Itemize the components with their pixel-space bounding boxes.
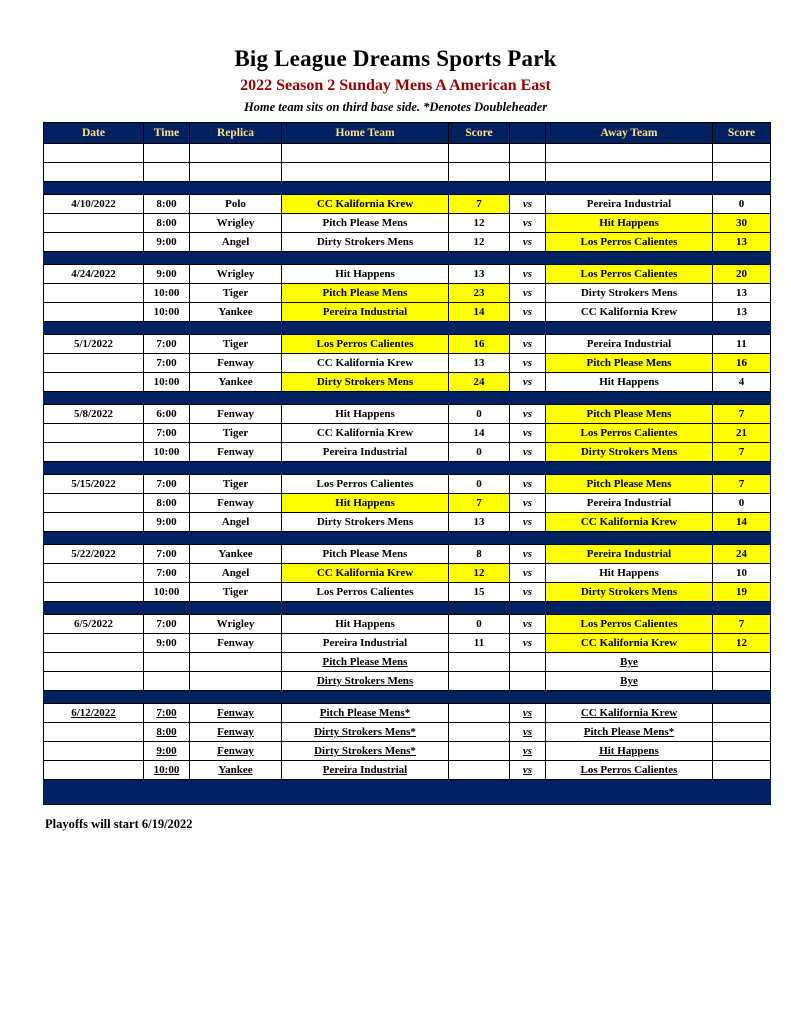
home-team-cell: Hit Happens <box>282 405 449 424</box>
time-cell: 9:00 <box>144 634 190 653</box>
home-score-cell: 0 <box>449 475 510 494</box>
empty-cell <box>713 144 771 163</box>
empty-cell <box>713 163 771 182</box>
time-cell: 10:00 <box>144 443 190 462</box>
home-score-cell: 0 <box>449 615 510 634</box>
replica-cell: Wrigley <box>190 615 282 634</box>
game-row <box>44 195 771 214</box>
away-team-cell: Bye <box>546 653 713 672</box>
date-cell <box>44 424 144 443</box>
date-cell: 5/1/2022 <box>44 335 144 354</box>
away-team-cell: CC Kalifornia Krew <box>546 704 713 723</box>
home-score-cell <box>449 723 510 742</box>
home-team-cell: Hit Happens <box>282 494 449 513</box>
game-row <box>44 284 771 303</box>
replica-cell: Yankee <box>190 373 282 392</box>
vs-cell: vs <box>510 424 546 443</box>
replica-cell: Yankee <box>190 303 282 322</box>
away-team-cell: Hit Happens <box>546 742 713 761</box>
separator-bar <box>44 322 771 335</box>
home-score-cell: 14 <box>449 424 510 443</box>
separator-bar <box>44 182 771 195</box>
empty-cell <box>144 144 190 163</box>
game-row <box>44 742 771 761</box>
away-team-cell: Los Perros Calientes <box>546 265 713 284</box>
date-cell <box>44 303 144 322</box>
replica-cell: Fenway <box>190 443 282 462</box>
time-cell: 6:00 <box>144 405 190 424</box>
date-cell <box>44 513 144 532</box>
time-cell: 8:00 <box>144 195 190 214</box>
date-cell <box>44 564 144 583</box>
game-row <box>44 615 771 634</box>
home-score-cell: 11 <box>449 634 510 653</box>
time-cell: 8:00 <box>144 494 190 513</box>
game-row <box>44 634 771 653</box>
replica-cell: Yankee <box>190 761 282 780</box>
away-score-cell: 12 <box>713 634 771 653</box>
date-cell: 5/15/2022 <box>44 475 144 494</box>
home-team-cell: Dirty Strokers Mens* <box>282 723 449 742</box>
away-team-cell: CC Kalifornia Krew <box>546 634 713 653</box>
time-cell: 7:00 <box>144 354 190 373</box>
home-score-cell: 15 <box>449 583 510 602</box>
away-team-cell: Hit Happens <box>546 564 713 583</box>
date-cell: 4/10/2022 <box>44 195 144 214</box>
date-cell <box>44 214 144 233</box>
page-subtitle: 2022 Season 2 Sunday Mens A American East <box>240 77 551 94</box>
replica-cell <box>190 672 282 691</box>
vs-cell <box>510 653 546 672</box>
empty-cell <box>510 163 546 182</box>
home-team-cell: Hit Happens <box>282 615 449 634</box>
game-row <box>44 265 771 284</box>
empty-cell <box>546 144 713 163</box>
header-row <box>44 123 771 144</box>
replica-cell: Fenway <box>190 634 282 653</box>
away-team-cell: Los Perros Calientes <box>546 233 713 252</box>
date-cell <box>44 742 144 761</box>
vs-cell: vs <box>510 545 546 564</box>
home-team-cell: Pitch Please Mens <box>282 284 449 303</box>
game-row <box>44 653 771 672</box>
vs-cell: vs <box>510 284 546 303</box>
column-header-2: Replica <box>190 123 282 144</box>
game-row <box>44 583 771 602</box>
home-team-cell: Pereira Industrial <box>282 761 449 780</box>
home-team-cell: Pereira Industrial <box>282 303 449 322</box>
vs-cell: vs <box>510 615 546 634</box>
date-cell <box>44 583 144 602</box>
column-header-7: Score <box>713 123 771 144</box>
away-score-cell: 7 <box>713 615 771 634</box>
away-score-cell: 20 <box>713 265 771 284</box>
time-cell: 7:00 <box>144 545 190 564</box>
replica-cell: Tiger <box>190 424 282 443</box>
game-row <box>44 704 771 723</box>
home-score-cell: 0 <box>449 443 510 462</box>
game-row <box>44 672 771 691</box>
away-team-cell: CC Kalifornia Krew <box>546 513 713 532</box>
home-score-cell: 7 <box>449 195 510 214</box>
date-cell <box>44 443 144 462</box>
replica-cell: Polo <box>190 195 282 214</box>
date-cell <box>44 723 144 742</box>
date-cell <box>44 494 144 513</box>
home-score-cell: 7 <box>449 494 510 513</box>
vs-cell: vs <box>510 723 546 742</box>
empty-row <box>44 163 771 182</box>
home-score-cell: 12 <box>449 564 510 583</box>
separator-row <box>44 602 771 615</box>
home-team-cell: Pitch Please Mens <box>282 545 449 564</box>
replica-cell: Tiger <box>190 335 282 354</box>
empty-cell <box>144 163 190 182</box>
away-team-cell: Pereira Industrial <box>546 335 713 354</box>
empty-cell <box>510 144 546 163</box>
time-cell: 7:00 <box>144 475 190 494</box>
vs-cell: vs <box>510 443 546 462</box>
replica-cell: Wrigley <box>190 214 282 233</box>
separator-row <box>44 182 771 195</box>
separator-row <box>44 691 771 704</box>
game-row <box>44 513 771 532</box>
home-team-cell: Dirty Strokers Mens <box>282 373 449 392</box>
time-cell: 7:00 <box>144 335 190 354</box>
replica-cell <box>190 653 282 672</box>
game-row <box>44 373 771 392</box>
vs-cell: vs <box>510 195 546 214</box>
time-cell: 10:00 <box>144 761 190 780</box>
time-cell: 9:00 <box>144 233 190 252</box>
home-score-cell: 13 <box>449 513 510 532</box>
replica-cell: Tiger <box>190 475 282 494</box>
date-cell <box>44 672 144 691</box>
away-team-cell: Los Perros Calientes <box>546 761 713 780</box>
game-row <box>44 494 771 513</box>
schedule-body <box>44 144 771 805</box>
vs-cell: vs <box>510 564 546 583</box>
vs-cell: vs <box>510 373 546 392</box>
away-score-cell <box>713 742 771 761</box>
vs-cell: vs <box>510 704 546 723</box>
page-title: Big League Dreams Sports Park <box>234 46 557 71</box>
away-score-cell <box>713 653 771 672</box>
game-row <box>44 424 771 443</box>
away-score-cell: 13 <box>713 284 771 303</box>
game-row <box>44 545 771 564</box>
separator-bar <box>44 691 771 704</box>
vs-cell: vs <box>510 475 546 494</box>
vs-cell: vs <box>510 303 546 322</box>
home-score-cell <box>449 742 510 761</box>
away-team-cell: Dirty Strokers Mens <box>546 284 713 303</box>
time-cell: 7:00 <box>144 704 190 723</box>
home-score-cell: 0 <box>449 405 510 424</box>
away-team-cell: Hit Happens <box>546 373 713 392</box>
game-row <box>44 233 771 252</box>
game-row <box>44 443 771 462</box>
vs-cell: vs <box>510 583 546 602</box>
replica-cell: Angel <box>190 513 282 532</box>
away-score-cell <box>713 704 771 723</box>
away-team-cell: Bye <box>546 672 713 691</box>
replica-cell: Angel <box>190 233 282 252</box>
date-cell <box>44 233 144 252</box>
time-cell: 7:00 <box>144 615 190 634</box>
date-cell: 6/12/2022 <box>44 704 144 723</box>
home-team-cell: CC Kalifornia Krew <box>282 424 449 443</box>
replica-cell: Fenway <box>190 723 282 742</box>
time-cell: 9:00 <box>144 265 190 284</box>
separator-row <box>44 780 771 805</box>
date-cell <box>44 354 144 373</box>
replica-cell: Fenway <box>190 742 282 761</box>
home-score-cell <box>449 672 510 691</box>
column-header-4: Score <box>449 123 510 144</box>
home-score-cell: 8 <box>449 545 510 564</box>
vs-cell: vs <box>510 233 546 252</box>
home-score-cell: 24 <box>449 373 510 392</box>
away-score-cell: 7 <box>713 443 771 462</box>
away-team-cell: Pitch Please Mens <box>546 405 713 424</box>
replica-cell: Tiger <box>190 583 282 602</box>
away-score-cell: 7 <box>713 405 771 424</box>
empty-cell <box>44 163 144 182</box>
away-score-cell: 0 <box>713 195 771 214</box>
separator-bar <box>44 532 771 545</box>
time-cell: 10:00 <box>144 303 190 322</box>
away-score-cell: 30 <box>713 214 771 233</box>
away-score-cell <box>713 761 771 780</box>
vs-cell: vs <box>510 513 546 532</box>
column-header-5 <box>510 123 546 144</box>
time-cell: 8:00 <box>144 214 190 233</box>
away-team-cell: Pereira Industrial <box>546 195 713 214</box>
away-team-cell: Pitch Please Mens <box>546 354 713 373</box>
away-score-cell: 0 <box>713 494 771 513</box>
home-team-cell: CC Kalifornia Krew <box>282 195 449 214</box>
time-cell <box>144 672 190 691</box>
home-score-cell: 13 <box>449 265 510 284</box>
away-score-cell: 13 <box>713 233 771 252</box>
away-score-cell: 7 <box>713 475 771 494</box>
home-score-cell: 14 <box>449 303 510 322</box>
vs-cell: vs <box>510 335 546 354</box>
date-cell: 4/24/2022 <box>44 265 144 284</box>
game-row <box>44 335 771 354</box>
home-team-cell: Pereira Industrial <box>282 634 449 653</box>
empty-cell <box>282 144 449 163</box>
vs-cell: vs <box>510 265 546 284</box>
away-team-cell: Pereira Industrial <box>546 494 713 513</box>
vs-cell: vs <box>510 761 546 780</box>
vs-cell: vs <box>510 494 546 513</box>
vs-cell: vs <box>510 634 546 653</box>
away-team-cell: Dirty Strokers Mens <box>546 583 713 602</box>
away-score-cell: 13 <box>713 303 771 322</box>
date-cell: 5/22/2022 <box>44 545 144 564</box>
empty-cell <box>449 163 510 182</box>
time-cell: 10:00 <box>144 284 190 303</box>
date-cell: 5/8/2022 <box>44 405 144 424</box>
vs-cell: vs <box>510 214 546 233</box>
game-row <box>44 214 771 233</box>
away-score-cell: 21 <box>713 424 771 443</box>
separator-row <box>44 252 771 265</box>
separator-bar <box>44 252 771 265</box>
home-score-cell: 23 <box>449 284 510 303</box>
schedule-table <box>43 122 771 805</box>
away-score-cell: 14 <box>713 513 771 532</box>
time-cell: 10:00 <box>144 373 190 392</box>
game-row <box>44 354 771 373</box>
column-header-0: Date <box>44 123 144 144</box>
column-header-3: Home Team <box>282 123 449 144</box>
away-score-cell <box>713 723 771 742</box>
home-team-cell: Los Perros Calientes <box>282 475 449 494</box>
replica-cell: Fenway <box>190 704 282 723</box>
home-team-cell: Dirty Strokers Mens <box>282 672 449 691</box>
empty-cell <box>546 163 713 182</box>
away-team-cell: Dirty Strokers Mens <box>546 443 713 462</box>
date-cell: 6/5/2022 <box>44 615 144 634</box>
game-row <box>44 475 771 494</box>
game-row <box>44 405 771 424</box>
empty-cell <box>449 144 510 163</box>
empty-cell <box>190 144 282 163</box>
separator-row <box>44 462 771 475</box>
home-score-cell: 13 <box>449 354 510 373</box>
time-cell: 7:00 <box>144 424 190 443</box>
date-cell <box>44 634 144 653</box>
home-score-cell <box>449 653 510 672</box>
home-team-cell: Pitch Please Mens* <box>282 704 449 723</box>
time-cell: 7:00 <box>144 564 190 583</box>
away-team-cell: Pitch Please Mens <box>546 475 713 494</box>
away-score-cell: 24 <box>713 545 771 564</box>
game-row <box>44 761 771 780</box>
replica-cell: Angel <box>190 564 282 583</box>
replica-cell: Wrigley <box>190 265 282 284</box>
empty-cell <box>190 163 282 182</box>
away-score-cell: 4 <box>713 373 771 392</box>
home-team-cell: Pereira Industrial <box>282 443 449 462</box>
empty-cell <box>282 163 449 182</box>
vs-cell: vs <box>510 354 546 373</box>
home-team-cell: Dirty Strokers Mens* <box>282 742 449 761</box>
separator-row <box>44 392 771 405</box>
home-score-cell: 16 <box>449 335 510 354</box>
home-team-cell: Pitch Please Mens <box>282 653 449 672</box>
date-cell <box>44 284 144 303</box>
away-score-cell <box>713 672 771 691</box>
away-team-cell: Hit Happens <box>546 214 713 233</box>
home-score-cell <box>449 761 510 780</box>
column-header-6: Away Team <box>546 123 713 144</box>
home-team-cell: Dirty Strokers Mens <box>282 513 449 532</box>
away-score-cell: 16 <box>713 354 771 373</box>
time-cell: 8:00 <box>144 723 190 742</box>
time-cell <box>144 653 190 672</box>
vs-cell: vs <box>510 405 546 424</box>
time-cell: 10:00 <box>144 583 190 602</box>
separator-bar <box>44 602 771 615</box>
playoffs-note: Playoffs will start 6/19/2022 <box>45 817 193 831</box>
separator-bar <box>44 780 771 805</box>
home-team-cell: Los Perros Calientes <box>282 335 449 354</box>
away-team-cell: Los Perros Calientes <box>546 424 713 443</box>
replica-cell: Tiger <box>190 284 282 303</box>
vs-cell: vs <box>510 742 546 761</box>
home-team-cell: Hit Happens <box>282 265 449 284</box>
replica-cell: Fenway <box>190 405 282 424</box>
game-row <box>44 303 771 322</box>
game-row <box>44 723 771 742</box>
page-note: Home team sits on third base side. *Denotes Doubleheader <box>243 100 548 114</box>
date-cell <box>44 373 144 392</box>
game-row <box>44 564 771 583</box>
away-score-cell: 19 <box>713 583 771 602</box>
away-score-cell: 10 <box>713 564 771 583</box>
empty-cell <box>44 144 144 163</box>
away-score-cell: 11 <box>713 335 771 354</box>
time-cell: 9:00 <box>144 742 190 761</box>
empty-row <box>44 144 771 163</box>
away-team-cell: Pitch Please Mens* <box>546 723 713 742</box>
time-cell: 9:00 <box>144 513 190 532</box>
away-team-cell: CC Kalifornia Krew <box>546 303 713 322</box>
date-cell <box>44 653 144 672</box>
away-team-cell: Pereira Industrial <box>546 545 713 564</box>
separator-bar <box>44 462 771 475</box>
home-team-cell: CC Kalifornia Krew <box>282 354 449 373</box>
away-team-cell: Los Perros Calientes <box>546 615 713 634</box>
home-score-cell <box>449 704 510 723</box>
replica-cell: Yankee <box>190 545 282 564</box>
home-team-cell: Pitch Please Mens <box>282 214 449 233</box>
separator-bar <box>44 392 771 405</box>
replica-cell: Fenway <box>190 354 282 373</box>
date-cell <box>44 761 144 780</box>
separator-row <box>44 322 771 335</box>
home-team-cell: Dirty Strokers Mens <box>282 233 449 252</box>
replica-cell: Fenway <box>190 494 282 513</box>
home-score-cell: 12 <box>449 214 510 233</box>
vs-cell <box>510 672 546 691</box>
separator-row <box>44 532 771 545</box>
home-team-cell: CC Kalifornia Krew <box>282 564 449 583</box>
column-header-1: Time <box>144 123 190 144</box>
home-score-cell: 12 <box>449 233 510 252</box>
home-team-cell: Los Perros Calientes <box>282 583 449 602</box>
